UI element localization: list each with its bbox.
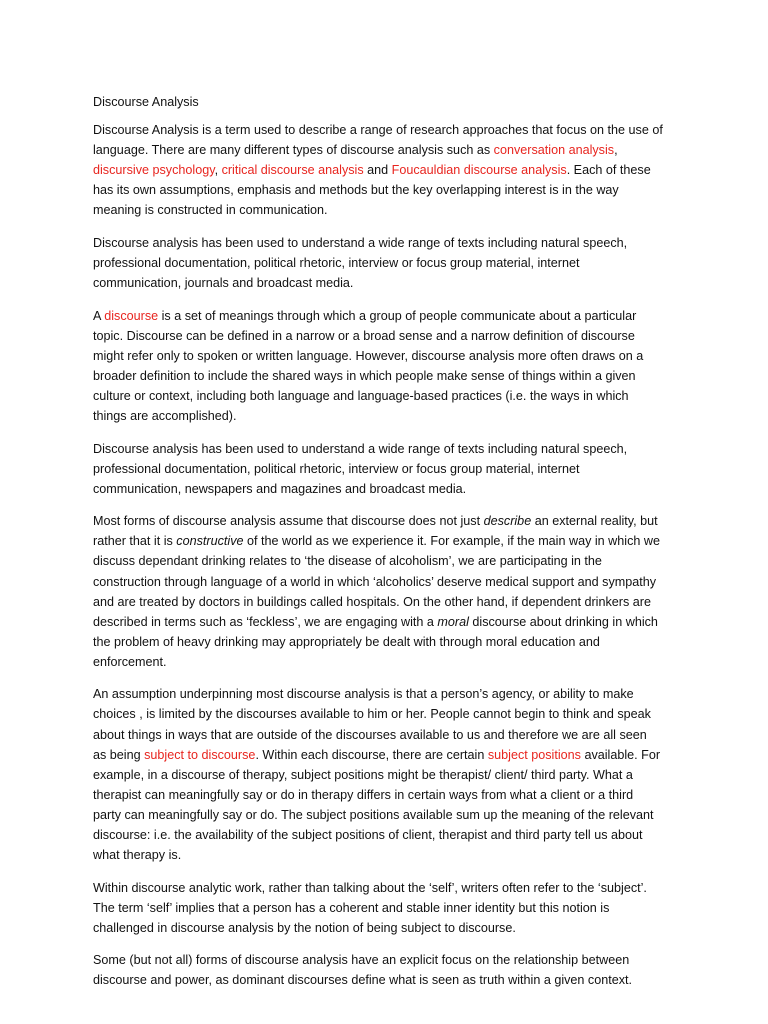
- paragraph-texts-range: Discourse analysis has been used to understand a wide range of texts including natural speech, professional documentation, political rhetoric, interview or focus group material, internet communication, journals and broadcast media.: [93, 235, 628, 291]
- term-subject-positions: subject positions: [487, 747, 581, 762]
- text-run: . Each of these has its own assumptions, emphasis and methods but the key overlapping interest is in the way meaning is constructed in communication.: [93, 163, 651, 218]
- text-run: ,: [614, 143, 618, 158]
- text-run: an external reality, but rather that it is: [93, 514, 658, 549]
- text-run: ,: [214, 163, 222, 178]
- page-title: Discourse Analysis: [93, 95, 199, 109]
- text-run: Discourse Analysis is a term used to describe a range of research approaches that focus on the use of language. There are many different types of discourse analysis such as: [93, 123, 663, 158]
- text-run: of the world as we experience it. For example, if the main way in which we discuss dependant drinking relates to ‘the disease of alcoholism’, we are participating in the construction through language of a world in which ‘alcoholics’ deserve medical support and sympathy and are treated by doctors in buildings called hospitals. On the other hand, if dependent drinkers are described in terms such as ‘feckless’, we are engaging with a: [93, 534, 660, 629]
- emphasis-constructive: constructive: [176, 534, 244, 549]
- text-run: . Within each discourse, there are certain: [255, 747, 488, 762]
- document-page: [93, 92, 663, 1003]
- paragraph-introduction: [93, 120, 663, 220]
- term-subject-to-discourse: subject to discourse: [144, 747, 256, 762]
- text-run: discourse about drinking in which the problem of heavy drinking may appropriately be dealt with through moral education and enforcement.: [93, 614, 658, 669]
- paragraph-power: Some (but not all) forms of discourse analysis have an explicit focus on the relationship between discourse and power, as dominant discourses define what is seen as truth within a given context.: [93, 953, 633, 988]
- text-run: and: [363, 163, 392, 178]
- term-foucauldian-discourse-analysis: Foucauldian discourse analysis: [391, 163, 567, 178]
- paragraph-constructive: [93, 511, 663, 672]
- text-run: A: [93, 308, 105, 323]
- term-discourse: discourse: [104, 308, 159, 323]
- text-run: available. For example, in a discourse of therapy, subject positions might be therapist/ client/ third party. What a therapist can meaningfully say or do in therapy differs in certain ways from what a client or a third party can meaningfully say or do. The subject positions available sum up the meaning of the relevant discourse: i.e. the availability of the subject positions of client, therapist and third party tell us about what therapy is.: [93, 747, 661, 863]
- paragraph-texts-range-2: Discourse analysis has been used to understand a wide range of texts including natural speech, professional documentation, political rhetoric, interview or focus group material, internet communication, newspapers and magazines and broadcast media.: [93, 441, 628, 496]
- paragraph-discourse-definition: [93, 306, 663, 427]
- term-discursive-psychology: discursive psychology: [93, 163, 215, 178]
- term-critical-discourse-analysis: critical discourse analysis: [221, 163, 364, 178]
- text-run: Most forms of discourse analysis assume that discourse does not just: [93, 514, 484, 529]
- term-conversation-analysis: conversation analysis: [493, 143, 615, 158]
- emphasis-moral: moral: [437, 614, 469, 629]
- text-run: is a set of meanings through which a group of people communicate about a particular topic. Discourse can be defined in a narrow or a broad sense and a narrow definition of discourse might refer only to spoken or written language. However, discourse analysis more often draws on a broader definition to include the shared ways in which people make sense of things within a given culture or context, including both language and language-based practices (i.e. the ways in which things are accomplished).: [93, 308, 644, 424]
- emphasis-describe: describe: [483, 514, 532, 529]
- paragraph-self-subject: Within discourse analytic work, rather than talking about the ‘self’, writers often refer to the ‘subject’. The term ‘self’ implies that a person has a coherent and stable inner identity but this notion is challenged in discourse analysis by the notion of being subject to discourse.: [93, 880, 647, 935]
- text-run: An assumption underpinning most discourse analysis is that a person’s agency, or ability to make choices , is limited by the discourses available to him or her. People cannot begin to think and speak about things in ways that are outside of the discourses available to us and therefore we are all seen as being: [93, 687, 651, 762]
- paragraph-agency: [93, 684, 663, 865]
